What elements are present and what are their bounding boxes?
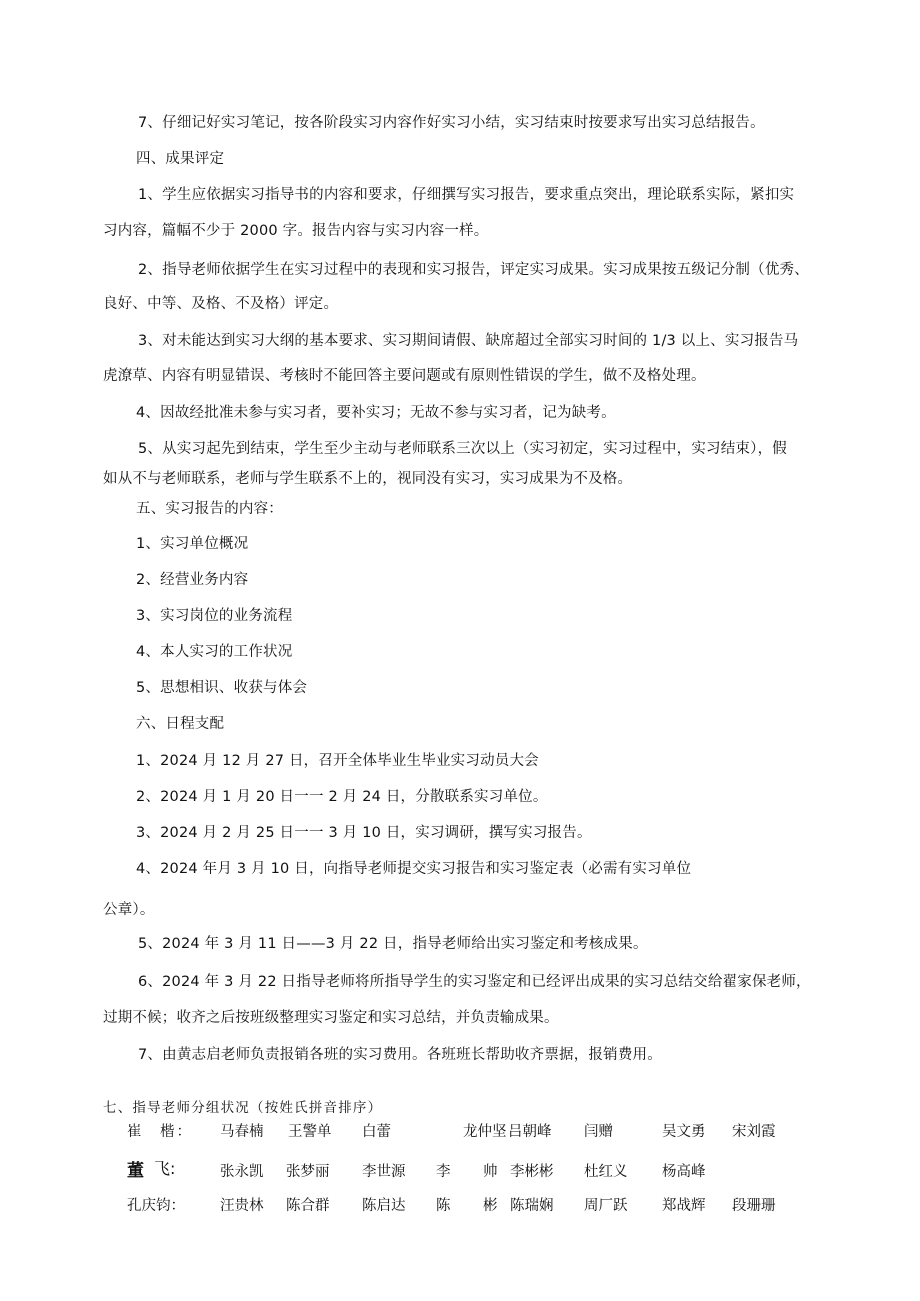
student-name: 宋刘霞 bbox=[732, 1124, 776, 1140]
sec4-p2-line2: 良好、中等、及格、不及格）评定。 bbox=[103, 296, 339, 312]
group-teacher-given: 飞: bbox=[154, 1159, 176, 1178]
student-name: 张梦丽 bbox=[286, 1164, 330, 1180]
student-name: 马春楠 bbox=[220, 1124, 264, 1140]
student-name: 陈启达 bbox=[362, 1198, 406, 1214]
student-name: 周厂跃 bbox=[584, 1198, 628, 1214]
sec5-item: 2、经营业务内容 bbox=[136, 572, 249, 588]
sec4-p1-line2: 习内容，篇幅不少于 2000 字。报告内容与实习内容一样。 bbox=[103, 223, 489, 239]
sec6-item-5: 5、2024 年 3 月 11 日——3 月 22 日，指导老师给出实习鉴定和考核成果。 bbox=[138, 936, 648, 952]
section-7-title: 七、指导老师分组状况（按姓氏拼音排序） bbox=[103, 1100, 383, 1116]
sec4-p3-line1: 3、对未能达到实习大纲的基本要求、实习期间请假、缺席超过全部实习时间的 1/3 以上、实习报告马 bbox=[138, 333, 799, 349]
sec5-item: 4、本人实习的工作状况 bbox=[136, 644, 293, 660]
student-name: 杨高峰 bbox=[662, 1164, 706, 1180]
student-name: 陈合群 bbox=[286, 1198, 330, 1214]
item-7-notes: 7、仔细记好实习笔记，按各阶段实习内容作好实习小结，实习结束时按要求写出实习总结报告。 bbox=[138, 115, 765, 131]
group-teacher: 崔 楷： bbox=[127, 1124, 193, 1140]
student-name: 吴文勇 bbox=[662, 1124, 706, 1140]
sec4-p3-line2: 虎潦草、内容有明显错误、考核时不能回答主要问题或有原则性错误的学生，做不及格处理。 bbox=[103, 368, 706, 384]
sec6-item-6-line1: 6、2024 年 3 月 22 日指导老师将所指导学生的实习鉴定和已经评出成果的实习总结交给翟家保老师， bbox=[138, 974, 811, 990]
sec5-item: 3、实习岗位的业务流程 bbox=[136, 608, 293, 624]
group-teacher: 孔庆钧： bbox=[127, 1198, 185, 1214]
student-name: 段珊珊 bbox=[732, 1198, 776, 1214]
student-name: 李彬彬 bbox=[510, 1164, 554, 1180]
sec6-item-1: 1、2024 月 12 月 27 日，召开全体毕业生毕业实习动员大会 bbox=[136, 753, 539, 769]
student-name: 汪贵林 bbox=[220, 1198, 264, 1214]
section-4-title: 四、成果评定 bbox=[136, 151, 225, 167]
student-name: 杜红义 bbox=[584, 1164, 628, 1180]
sec6-item-2: 2、2024 月 1 月 20 日一一 2 月 24 日，分散联系实习单位。 bbox=[136, 789, 548, 805]
sec4-p1-line1: 1、学生应依据实习指导书的内容和要求，仔细撰写实习报告，要求重点突出，理论联系实际，紧扣实 bbox=[138, 187, 795, 203]
group-teacher-surname: 董 bbox=[127, 1161, 144, 1181]
sec5-item: 1、实习单位概况 bbox=[136, 536, 249, 552]
sec4-p5-line2: 如从不与老师联系，老师与学生联系不上的，视同没有实习，实习成果为不及格。 bbox=[103, 471, 633, 487]
student-name: 陈 bbox=[436, 1198, 451, 1214]
sec4-p5-line1: 5、从实习起先到结束，学生至少主动与老师联系三次以上（实习初定，实习过程中，实习结束），假 bbox=[138, 441, 787, 457]
sec6-item-4-line2: 公章）。 bbox=[103, 902, 155, 918]
student-name: 闫赠 bbox=[584, 1124, 613, 1140]
student-name: 帅 bbox=[483, 1164, 498, 1180]
sec5-item: 5、思想相识、收获与体会 bbox=[136, 680, 308, 696]
student-name: 陈瑞娴 bbox=[510, 1198, 554, 1214]
sec6-item-6-line2: 过期不候；收齐之后按班级整理实习鉴定和实习总结，并负责输成果。 bbox=[103, 1010, 559, 1026]
student-name: 王警单 bbox=[288, 1124, 332, 1140]
student-name: 郑战辉 bbox=[662, 1198, 706, 1214]
student-name: 吕朝峰 bbox=[508, 1124, 552, 1140]
student-name: 李世源 bbox=[362, 1164, 406, 1180]
sec6-item-7: 7、由黄志启老师负责报销各班的实习费用。各班班长帮助收齐票据，报销费用。 bbox=[138, 1047, 662, 1063]
student-name: 张永凯 bbox=[220, 1164, 264, 1180]
sec6-item-4-line1: 4、2024 年月 3 月 10 日，向指导老师提交实习报告和实习鉴定表（必需有实习单位 bbox=[136, 861, 692, 877]
section-5-title: 五、实习报告的内容： bbox=[136, 501, 283, 517]
sec4-p2-line1: 2、指导老师依据学生在实习过程中的表现和实习报告，评定实习成果。实习成果按五级记分制（优秀、 bbox=[138, 262, 809, 278]
student-name: 李 bbox=[436, 1164, 451, 1180]
student-name: 白蕾 bbox=[362, 1124, 391, 1140]
section-6-title: 六、日程支配 bbox=[136, 716, 225, 732]
student-name: 彬 bbox=[483, 1198, 498, 1214]
sec4-p4: 4、因故经批准未参与实习者，要补实习；无故不参与实习者，记为缺考。 bbox=[136, 405, 616, 421]
student-name: 龙仲坚 bbox=[463, 1124, 507, 1140]
sec6-item-3: 3、2024 月 2 月 25 日一一 3 月 10 日，实习调研，撰写实习报告。 bbox=[136, 825, 592, 841]
